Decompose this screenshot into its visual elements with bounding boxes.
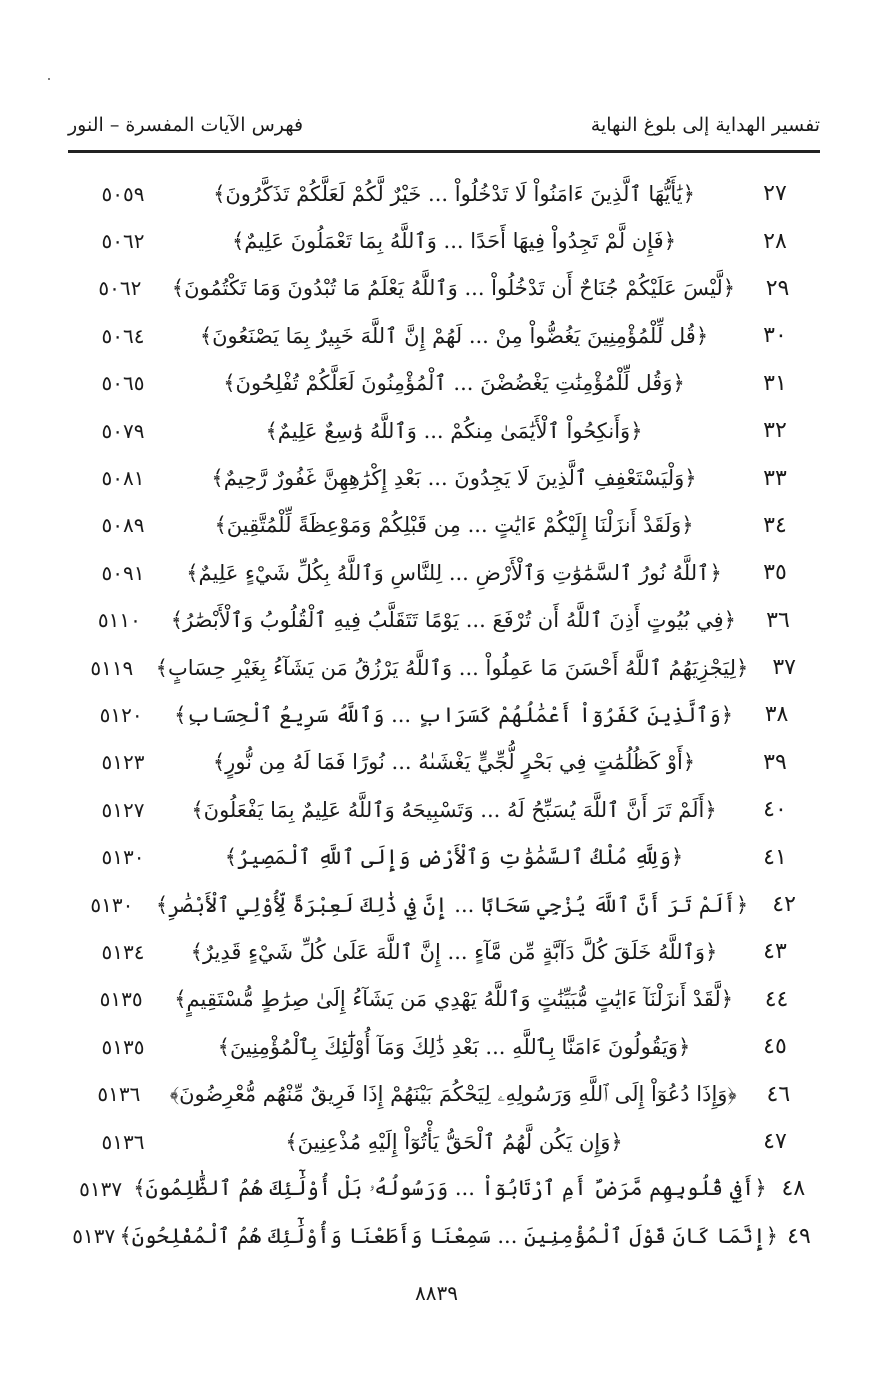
ayah-number: ٣٢ xyxy=(763,418,787,444)
index-row xyxy=(68,170,820,217)
index-row xyxy=(68,928,820,975)
ayah-excerpt: ﴿لَّقَدْ أَنزَلْنَآ ءَايَٰتٍ مُّبَيِّنَٰتٍ وَٱللَّهُ يَهْدِي مَن يَشَآءُ إِلَىٰ صِرَٰطٍ مُّسْتَقِيمٍ﴾ xyxy=(174,987,734,1012)
ayah-excerpt: ﴿وَٱلَّذِينَ كَفَرُوٓاْ أَعْمَٰلُهُمْ كَسَرَابٍ ... وَٱللَّهُ سَرِيعُ ٱلْحِسَابِ﴾ xyxy=(174,702,734,727)
ayah-number: ٤٥ xyxy=(763,1034,787,1060)
ayah-excerpt: ﴿ٱللَّهُ نُورُ ٱلسَّمَٰوَٰتِ وَٱلْأَرْضِ ... لِلنَّاسِ وَٱللَّهُ بِكُلِّ شَيْءٍ عَلِيمٌ﴾ xyxy=(186,560,722,585)
ayah-number: ٤٦ xyxy=(766,1081,791,1107)
index-row xyxy=(68,786,820,833)
ayah-excerpt: ﴿يَٰأَيُّهَا ٱلَّذِينَ ءَامَنُواْ لَا تَدْخُلُواْ ... خَيْرٌ لَّكُمْ لَعَلَّكُمْ تَذَكَّرُونَ﴾ xyxy=(213,181,695,206)
ayah-excerpt: ﴿لِيَجْزِيَهُمُ ٱللَّهُ أَحْسَنَ مَا عَمِلُواْ ... وَٱللَّهُ يَرْزُقُ مَن يَشَآءُ بِغَيْرِ حِسَابٍ﴾ xyxy=(155,655,749,680)
header-rule xyxy=(68,150,820,153)
ayah-number: ٣٩ xyxy=(763,749,787,775)
ayah-number: ٣١ xyxy=(763,370,787,396)
page-reference: ٥٠٦٢ xyxy=(98,276,142,301)
ayah-number: ٣٥ xyxy=(763,560,787,586)
ayah-number: ٤٣ xyxy=(763,939,787,965)
ayah-excerpt: ﴿فَإِن لَّمْ تَجِدُواْ فِيهَا أَحَدًا ... وَٱللَّهُ بِمَا تَعْمَلُونَ عَلِيمٌ﴾ xyxy=(231,229,677,254)
page-reference: ٥٠٥٩ xyxy=(101,181,145,206)
ayah-number: ٣٣ xyxy=(763,465,787,491)
ayah-excerpt: ﴿أَفِي قُلُوبِهِم مَّرَضٌ أَمِ ٱرْتَابُوٓاْ ... وَرَسُولُهُۥ بَلْ أُوْلَٰٓئِكَ هُمُ ٱلظَّٰلِمُونَ﴾ xyxy=(133,1176,767,1201)
page-reference: ٥٠٨٩ xyxy=(101,513,145,538)
page-reference: ٥١٢٣ xyxy=(101,750,145,775)
scan-speck xyxy=(48,78,50,80)
page-reference: ٥٠٦٥ xyxy=(101,371,145,396)
ayah-excerpt: ﴿وَيَقُولُونَ ءَامَنَّا بِٱللَّهِ ... بَعْدِ ذَٰلِكَ وَمَآ أُوْلَٰٓئِكَ بِٱلْمُؤْمِنِينَ﴾ xyxy=(217,1034,691,1059)
index-row xyxy=(68,833,820,880)
ayah-number: ٤٠ xyxy=(763,797,787,823)
ayah-excerpt: ﴿وَإِن يَكُن لَّهُمُ ٱلْحَقُّ يَأْتُوٓاْ إِلَيْهِ مُذْعِنِينَ﴾ xyxy=(285,1129,623,1154)
ayah-number: ٣٦ xyxy=(766,607,790,633)
index-row xyxy=(68,597,820,644)
ayah-number: ٣٠ xyxy=(763,323,787,349)
ayah-excerpt: ﴿أَلَمْ تَرَ أَنَّ ٱللَّهَ يُسَبِّحُ لَهُ ... وَتَسْبِيحَهُ وَٱللَّهُ عَلِيمٌ بِمَا يَفْعَلُونَ﴾ xyxy=(191,797,717,822)
page-reference: ٥١٣٦ xyxy=(101,1129,145,1154)
index-row xyxy=(68,739,820,786)
index-row xyxy=(68,454,820,501)
ayah-number: ٢٧ xyxy=(763,181,787,207)
ayah-number: ٣٨ xyxy=(764,702,789,728)
ayah-excerpt: ﴿وَٱللَّهُ خَلَقَ كُلَّ دَآبَّةٍ مِّن مَّآءٍ ... إِنَّ ٱللَّهَ عَلَىٰ كُلِّ شَيْءٍ قَدِيرٌ﴾ xyxy=(190,939,718,964)
page-number: ٨٨٣٩ xyxy=(415,1281,458,1305)
ayah-excerpt: ﴿وَإِذَا دُعُوٓاْ إِلَى ٱللَّهِ وَرَسُولِهِۦ لِيَحْكُمَ بَيْنَهُمْ إِذَا فَرِيقٌ مِّنْهُم مُّعْرِضُونَ﴾ xyxy=(169,1081,737,1106)
page-reference: ٥١٣٧ xyxy=(72,1224,116,1249)
ayah-excerpt: ﴿قُل لِّلْمُؤْمِنِينَ يَغُضُّواْ مِنْ ... لَهُمْ إِنَّ ٱللَّهَ خَبِيرٌ بِمَا يَصْنَعُونَ﴾ xyxy=(199,323,709,348)
page-reference: ٥١٢٠ xyxy=(99,702,143,727)
ayah-number: ٣٧ xyxy=(772,655,796,681)
page-reference: ٥٠٨١ xyxy=(101,466,145,491)
ayah-excerpt: ﴿أَلَمْ تَرَ أَنَّ ٱللَّهَ يُزْجِي سَحَابًا ... إِنَّ فِي ذَٰلِكَ لَعِبْرَةً لِّأُوْلِي ٱلْأَبْصَٰرِ﴾ xyxy=(155,892,749,917)
page-reference: ٥١٣٤ xyxy=(101,939,145,964)
index-row xyxy=(68,691,820,738)
ayah-number: ٤٩ xyxy=(787,1223,811,1249)
index-row xyxy=(68,976,820,1023)
ayah-number: ٤٢ xyxy=(772,892,796,918)
page-reference: ٥١٣٧ xyxy=(79,1176,123,1201)
ayah-excerpt: ﴿وَلَقَدْ أَنزَلْنَا إِلَيْكُمْ ءَايَٰتٍ ... مِن قَبْلِكُمْ وَمَوْعِظَةً لِّلْمُتَّقِينَ﴾ xyxy=(214,513,694,538)
ayah-number: ٤٨ xyxy=(781,1176,806,1202)
index-row xyxy=(68,1023,820,1070)
ayah-excerpt: ﴿أَوْ كَظُلُمَٰتٍ فِي بَحْرٍ لُّجِّيٍّ يَغْشَىٰهُ ... نُورًا فَمَا لَهُ مِن نُّورٍ﴾ xyxy=(212,750,696,775)
page-reference: ٥١٣٠ xyxy=(90,892,134,917)
index-row xyxy=(68,1213,820,1260)
ayah-index-list xyxy=(68,170,820,1260)
ayah-excerpt: ﴿وَلْيَسْتَعْفِفِ ٱلَّذِينَ لَا يَجِدُونَ ... بَعْدِ إِكْرَٰهِهِنَّ غَفُورٌ رَّحِيمٌ﴾ xyxy=(211,466,697,491)
index-row xyxy=(68,265,820,312)
ayah-number: ٢٨ xyxy=(763,228,787,254)
page-reference: ٥٠٩١ xyxy=(101,560,145,585)
page-reference: ٥٠٦٢ xyxy=(101,229,145,254)
page-reference: ٥١٣٥ xyxy=(99,987,143,1012)
page-reference: ٥١١٠ xyxy=(97,608,141,633)
ayah-excerpt: ﴿لَّيْسَ عَلَيْكُمْ جُنَاحٌ أَن تَدْخُلُواْ ... وَٱللَّهُ يَعْلَمُ مَا تُبْدُونَ وَمَا تَكْتُمُونَ﴾ xyxy=(171,276,736,301)
index-row xyxy=(68,217,820,264)
page-reference: ٥١٣٥ xyxy=(101,1034,145,1059)
page-reference: ٥١١٩ xyxy=(90,655,134,680)
ayah-number: ٤١ xyxy=(763,844,787,870)
page-reference: ٥٠٦٤ xyxy=(101,323,145,348)
index-row xyxy=(68,549,820,596)
index-row xyxy=(68,644,820,691)
ayah-excerpt: ﴿وَأَنكِحُواْ ٱلْأَيَٰمَىٰ مِنكُمْ ... وَٱللَّهُ وَٰسِعٌ عَلِيمٌ﴾ xyxy=(265,418,643,443)
index-row xyxy=(68,1165,820,1212)
running-header xyxy=(68,108,820,142)
section-title: فهرس الآيات المفسرة – النور xyxy=(68,114,304,136)
index-row xyxy=(68,312,820,359)
index-row xyxy=(68,881,820,928)
index-row xyxy=(68,360,820,407)
ayah-excerpt: ﴿فِي بُيُوتٍ أَذِنَ ٱللَّهُ أَن تُرْفَعَ ... يَوْمًا تَتَقَلَّبُ فِيهِ ٱلْقُلُوبُ وَٱلْأَبْصَٰرُ﴾ xyxy=(170,608,736,633)
ayah-number: ٣٤ xyxy=(763,512,787,538)
index-row xyxy=(68,502,820,549)
ayah-excerpt: ﴿وَلِلَّهِ مُلْكُ ٱلسَّمَٰوَٰتِ وَٱلْأَرْضِ وَإِلَى ٱللَّهِ ٱلْمَصِيرُ﴾ xyxy=(224,845,684,870)
ayah-number: ٤٤ xyxy=(764,986,789,1012)
page-reference: ٥١٣٦ xyxy=(97,1082,141,1107)
ayah-excerpt: ﴿إِنَّمَا كَانَ قَوْلَ ٱلْمُؤْمِنِينَ ... سَمِعْنَا وَأَطَعْنَا وَأُوْلَٰٓئِكَ هُمُ ٱلْمُفْلِحُونَ﴾ xyxy=(119,1224,778,1249)
ayah-excerpt: ﴿وَقُل لِّلْمُؤْمِنَٰتِ يَغْضُضْنَ ... ٱلْمُؤْمِنُونَ لَعَلَّكُمْ تُفْلِحُونَ﴾ xyxy=(223,371,685,396)
index-row xyxy=(68,407,820,454)
page-reference: ٥١٢٧ xyxy=(101,797,145,822)
page-reference: ٥١٣٠ xyxy=(101,845,145,870)
ayah-number: ٤٧ xyxy=(763,1129,787,1154)
page-reference: ٥٠٧٩ xyxy=(101,418,145,443)
ayah-number: ٢٩ xyxy=(765,275,790,301)
index-row xyxy=(68,1118,820,1165)
index-row xyxy=(68,1070,820,1117)
book-title: تفسير الهداية إلى بلوغ النهاية xyxy=(590,114,820,136)
